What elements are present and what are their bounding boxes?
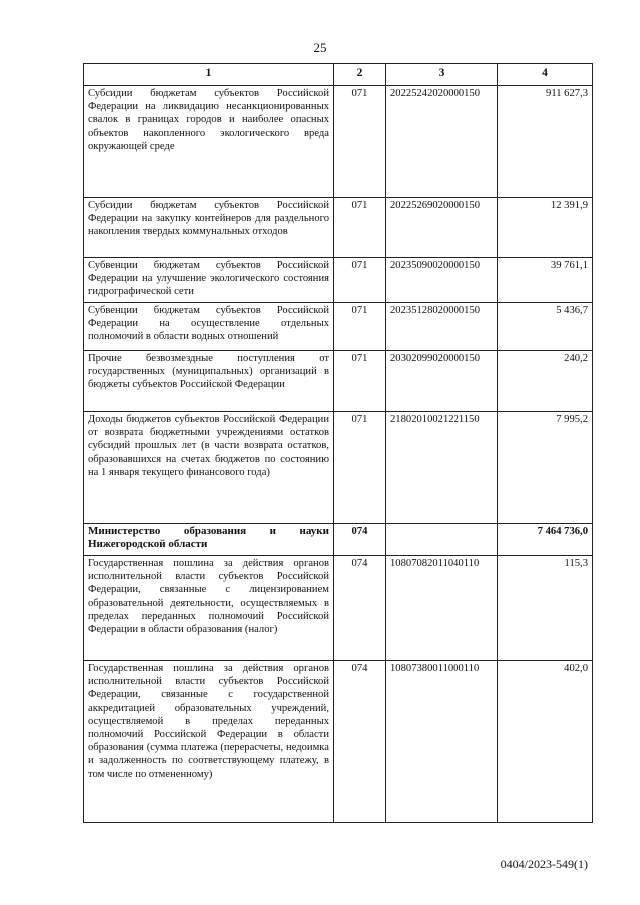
table-row: [84, 556, 593, 661]
row-admin-code: 074: [334, 556, 386, 661]
row-amount: 7 464 736,0: [498, 524, 593, 556]
row-admin-code: 071: [334, 198, 386, 258]
row-amount: 402,0: [498, 661, 593, 823]
column-header-4: 4: [498, 64, 593, 86]
row-amount: 911 627,3: [498, 86, 593, 198]
row-admin-code: 071: [334, 412, 386, 524]
column-header-2: 2: [334, 64, 386, 86]
row-description: Субсидии бюджетам субъектов Российской Федерации на ликвидацию несанкционированных свалок в границах городов и наиболее опасных объектов накопленного экологического вреда окружающей среде: [84, 86, 334, 198]
row-admin-code: 071: [334, 303, 386, 351]
row-admin-code: 074: [334, 661, 386, 823]
row-budget-code: 10807082011040110: [386, 556, 498, 661]
row-amount: 7 995,2: [498, 412, 593, 524]
row-amount: 12 391,9: [498, 198, 593, 258]
row-budget-code: 20235090020000150: [386, 258, 498, 303]
row-description: Государственная пошлина за действия органов исполнительной власти субъектов Российской Федерации, связанные с лицензированием образовательной деятельности, осуществляемых в пределах переданных полномочий Российской Федерации в области образования (налог): [84, 556, 334, 661]
document-code: 0404/2023-549(1): [500, 857, 588, 871]
row-budget-code: 21802010021221150: [386, 412, 498, 524]
row-amount: 5 436,7: [498, 303, 593, 351]
revenue-table: [83, 63, 593, 823]
row-budget-code: [386, 524, 498, 556]
table-row: [84, 661, 593, 823]
row-budget-code: 20225269020000150: [386, 198, 498, 258]
column-header-3: 3: [386, 64, 498, 86]
row-admin-code: 071: [334, 351, 386, 412]
table-row: [84, 524, 593, 556]
table-row: [84, 258, 593, 303]
column-header-1: 1: [84, 64, 334, 86]
row-admin-code: 074: [334, 524, 386, 556]
page-number: 25: [313, 40, 327, 55]
table-row: [84, 303, 593, 351]
row-amount: 39 761,1: [498, 258, 593, 303]
row-amount: 240,2: [498, 351, 593, 412]
row-description: Доходы бюджетов субъектов Российской Федерации от возврата бюджетными учреждениями остатков субсидий прошлых лет (в части возврата остатков, образовавшихся на счетах бюджетов по состоянию на 1 января текущего финансового года): [84, 412, 334, 524]
row-admin-code: 071: [334, 86, 386, 198]
table-row: [84, 351, 593, 412]
row-description: Субсидии бюджетам субъектов Российской Федерации на закупку контейнеров для раздельного накопления твердых коммунальных отходов: [84, 198, 334, 258]
table-header-row: [84, 64, 593, 86]
table-row: [84, 412, 593, 524]
row-budget-code: 20235128020000150: [386, 303, 498, 351]
table-row: [84, 86, 593, 198]
row-description: Субвенции бюджетам субъектов Российской Федерации на осуществление отдельных полномочий в области водных отношений: [84, 303, 334, 351]
row-description: Государственная пошлина за действия органов исполнительной власти субъектов Российской Федерации, связанные с государственной аккредитацией образовательных учреждений, осуществляемой в пределах переданных полномочий Российской Федерации в области образования (сумма платежа (перерасчеты, недоимка и задолженность по соответствующему платежу, в том числе по отмененному): [84, 661, 334, 823]
row-budget-code: 20225242020000150: [386, 86, 498, 198]
row-description: Прочие безвозмездные поступления от государственных (муниципальных) организаций в бюджеты субъектов Российской Федерации: [84, 351, 334, 412]
row-description: Министерство образования и науки Нижегородской области: [84, 524, 334, 556]
row-description: Субвенции бюджетам субъектов Российской Федерации на улучшение экологического состояния гидрографической сети: [84, 258, 334, 303]
row-budget-code: 10807380011000110: [386, 661, 498, 823]
row-admin-code: 071: [334, 258, 386, 303]
table-row: [84, 198, 593, 258]
row-budget-code: 20302099020000150: [386, 351, 498, 412]
row-amount: 115,3: [498, 556, 593, 661]
